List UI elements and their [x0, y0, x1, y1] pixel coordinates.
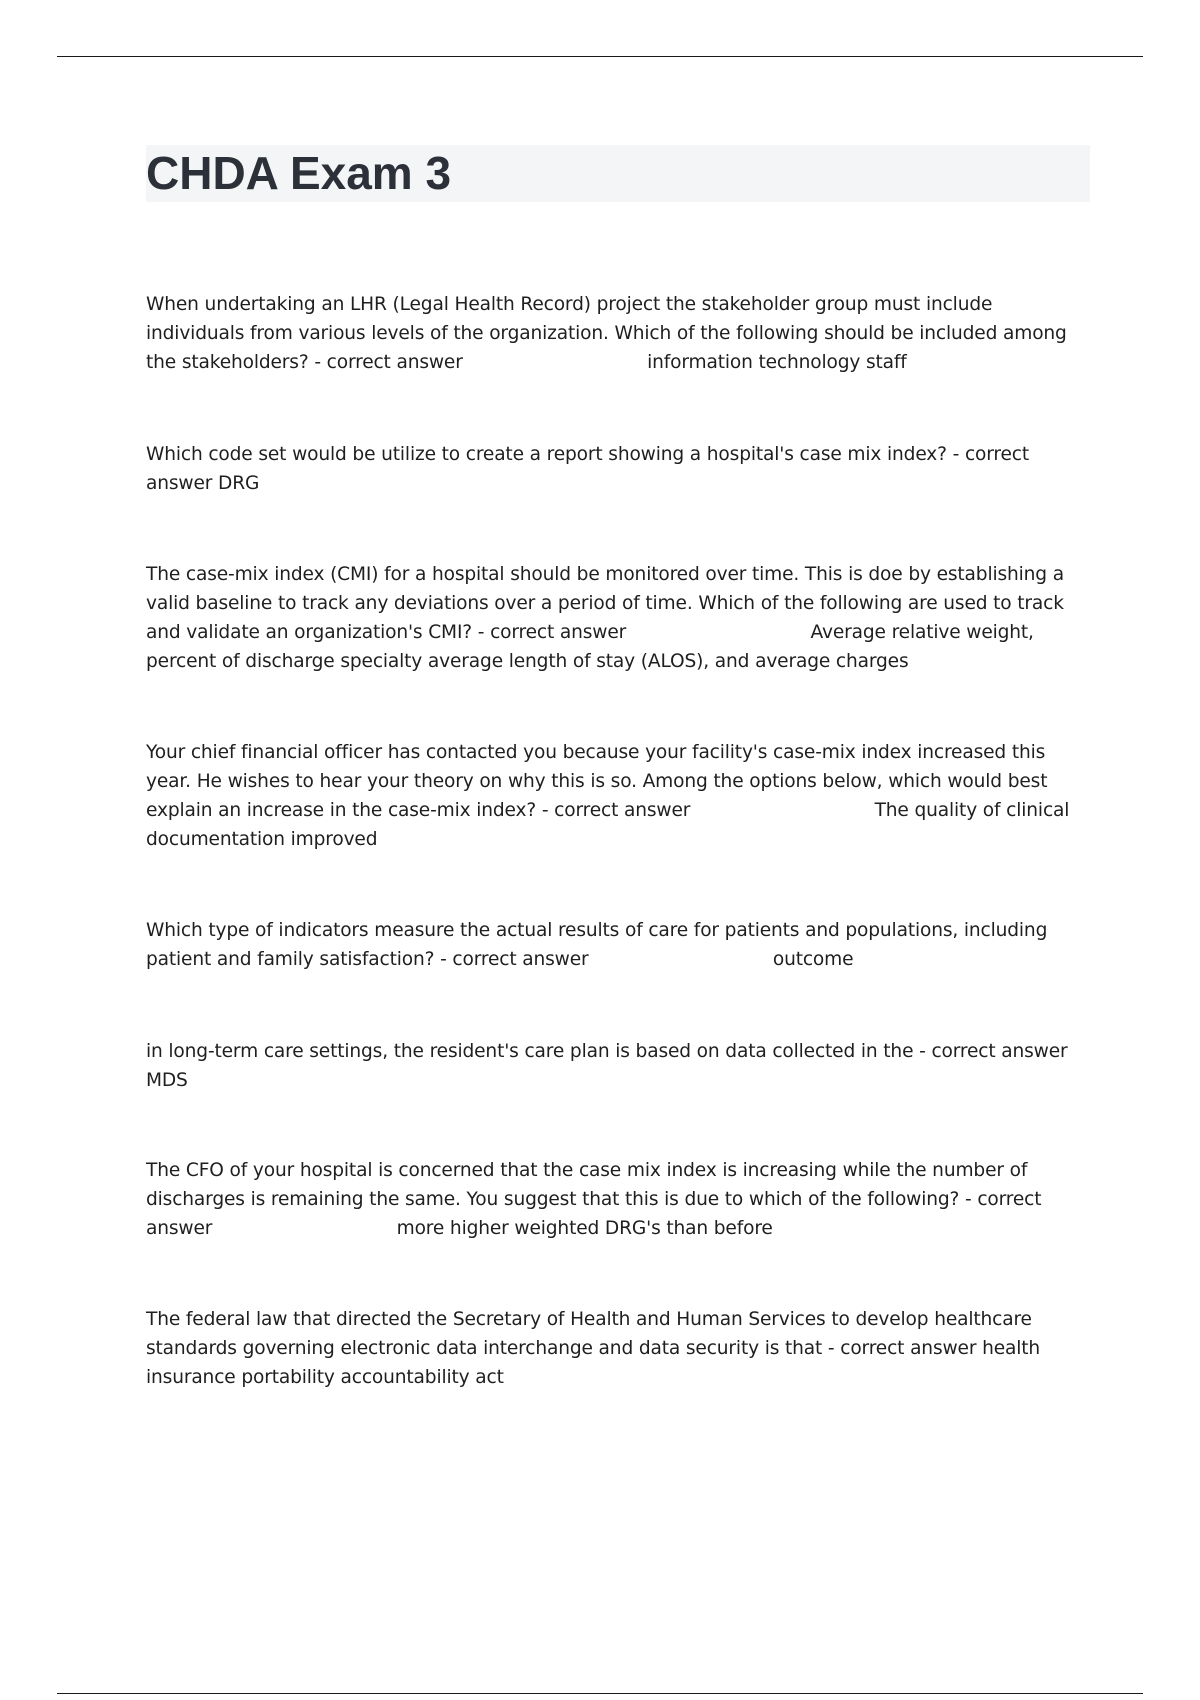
question-text: When undertaking an LHR (Legal Health Record) project the stakeholder group must include individuals from various levels of the organization. Which of the following should be included among the stakeholders?: [146, 294, 1073, 373]
answer-text: MDS: [146, 1070, 188, 1091]
question-text: The federal law that directed the Secretary of Health and Human Services to develop healthcare standards governing electronic data interchange and data security is that: [146, 1309, 1038, 1359]
top-rule: [57, 56, 1143, 57]
answer-text: DRG: [218, 473, 260, 494]
qa-item: [146, 1037, 1091, 1095]
answer-gap: [690, 800, 874, 821]
answer-text: Average relative weight, percent of discharge specialty average length of stay (ALOS), and average charges: [146, 622, 1040, 672]
answer-text: information technology staff: [647, 352, 907, 373]
answer-gap: [626, 622, 810, 643]
answer-label: - correct answer: [913, 1041, 1068, 1062]
answer-label: - correct answer: [146, 1189, 1048, 1239]
answer-text: The quality of clinical documentation improved: [146, 800, 1076, 850]
bottom-rule: [57, 1693, 1143, 1694]
question-text: in long-term care settings, the resident's care plan is based on data collected in the: [146, 1041, 914, 1062]
answer-text: more higher weighted DRG's than before: [396, 1218, 773, 1239]
answer-gap: [1068, 1041, 1074, 1062]
qa-item: [146, 916, 1091, 974]
answer-gap: [212, 1218, 396, 1239]
answer-label: - correct answer: [146, 444, 1035, 494]
question-text: The CFO of your hospital is concerned that the case mix index is increasing while the number of discharges is remaining the same. You suggest that this is due to which of the following?: [146, 1160, 1034, 1210]
title-banner: [146, 145, 1090, 202]
answer-gap: [463, 352, 647, 373]
question-text: Your chief financial officer has contacted you because your facility's case-mix index increased this year. He wishes to hear your theory on why this is so. Among the options below, which would best explain an increase in the case-mix index?: [146, 742, 1054, 821]
qa-item: [146, 1156, 1091, 1243]
qa-item: [146, 560, 1091, 676]
question-text: The case-mix index (CMI) for a hospital should be monitored over time. This is doe by establishing a valid baseline to track any deviations over a period of time. Which of the following are used to track and validate an organization's CMI?: [146, 564, 1070, 643]
answer-label: - correct answer: [822, 1338, 977, 1359]
page-title: CHDA Exam 3: [146, 147, 452, 199]
qa-item: [146, 440, 1091, 498]
qa-item: [146, 738, 1091, 854]
question-text: Which code set would be utilize to create a report showing a hospital's case mix index?: [146, 444, 947, 465]
answer-label: - correct answer: [472, 622, 627, 643]
answer-label: - correct answer: [308, 352, 463, 373]
answer-text: health insurance portability accountability act: [146, 1338, 1046, 1388]
qa-item: [146, 290, 1091, 377]
answer-label: - correct answer: [434, 949, 589, 970]
answer-text: outcome: [772, 949, 854, 970]
qa-item: [146, 1305, 1091, 1392]
answer-gap: [589, 949, 773, 970]
answer-label: - correct answer: [536, 800, 691, 821]
question-text: Which type of indicators measure the actual results of care for patients and populations, including patient and family satisfaction?: [146, 920, 1053, 970]
